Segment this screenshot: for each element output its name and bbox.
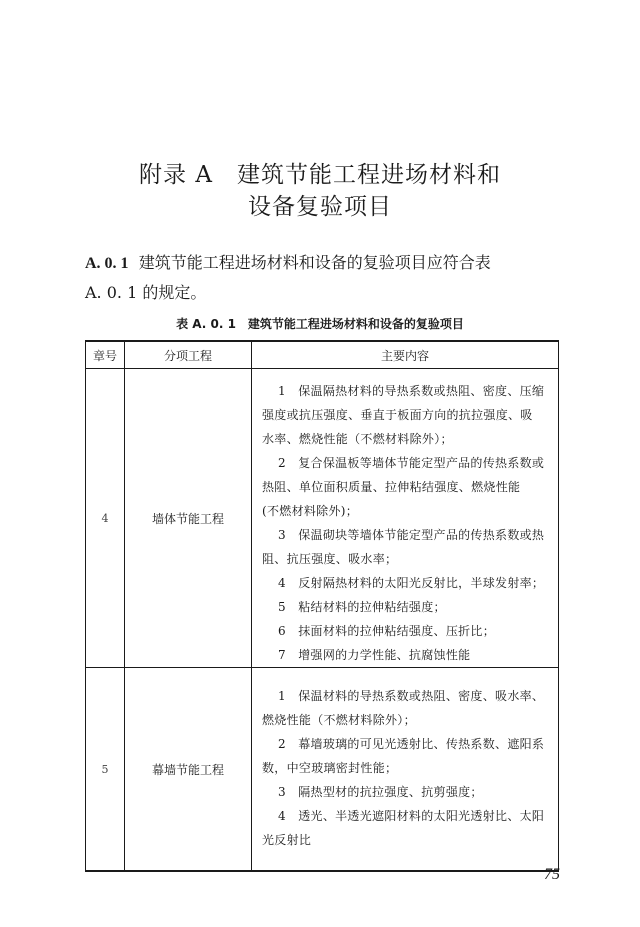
content-line: 2 复合保温板等墙体节能定型产品的传热系数或 <box>278 456 545 470</box>
row-subitem: 墙体节能工程 <box>125 369 252 668</box>
content-line: 4 反射隔热材料的太阳光反射比，半球发射率； <box>278 576 545 590</box>
content-line: 数，中空玻璃密封性能； <box>262 761 398 775</box>
content-line: 燃烧性能（不燃材料除外）； <box>262 713 416 727</box>
content-line: 2 幕墙玻璃的可见光透射比、传热系数、遮阳系 <box>278 737 545 751</box>
content-line: 水率、燃烧性能（不燃材料除外）； <box>262 432 453 446</box>
row-chapter: 5 <box>86 668 125 872</box>
clause-number: A. 0. 1 <box>85 255 129 272</box>
review-items-table <box>85 340 559 872</box>
header-content: 主要内容 <box>252 341 559 369</box>
content-line: (不燃材料除外)； <box>262 504 359 518</box>
appendix-title-line1: 附录 A 建筑节能工程进场材料和 <box>139 162 501 188</box>
table-row <box>86 668 559 872</box>
row-content <box>252 668 559 872</box>
table-header-row <box>86 341 559 369</box>
content-line: 5 粘结材料的拉伸粘结强度； <box>278 600 446 614</box>
content-line: 光反射比 <box>262 833 312 847</box>
content-line: 阻、抗压强度、吸水率； <box>262 552 398 566</box>
content-line: 热阻、单位面积质量、拉伸粘结强度、燃烧性能 <box>262 480 521 494</box>
appendix-title-line2: 设备复验项目 <box>248 194 392 220</box>
clause-paragraph-line1 <box>85 248 560 279</box>
header-subitem: 分项工程 <box>125 341 252 369</box>
content-line: 3 隔热型材的抗拉强度、抗剪强度； <box>278 785 483 799</box>
content-line: 4 透光、半透光遮阳材料的太阳光透射比、太阳 <box>278 809 545 823</box>
content-line: 1 保温材料的导热系数或热阻、密度、吸水率、 <box>278 689 545 703</box>
table-row <box>86 369 559 668</box>
header-chapter: 章号 <box>86 341 125 369</box>
content-line: 3 保温砌块等墙体节能定型产品的传热系数或热 <box>278 528 545 542</box>
content-line: 6 抹面材料的拉伸粘结强度、压折比； <box>278 624 496 638</box>
content-line: 1 保温隔热材料的导热系数或热阻、密度、压缩 <box>278 384 545 398</box>
row-subitem: 幕墙节能工程 <box>125 668 252 872</box>
clause-paragraph-line2: A. 0. 1 的规定。 <box>85 283 207 302</box>
table-caption: 表 A. 0. 1 建筑节能工程进场材料和设备的复验项目 <box>176 317 464 331</box>
row-content <box>252 369 559 668</box>
content-line: 强度或抗压强度、垂直于板面方向的抗拉强度、吸 <box>262 408 533 422</box>
content-line: 7 增强网的力学性能、抗腐蚀性能 <box>278 648 471 662</box>
clause-text-1: 建筑节能工程进场材料和设备的复验项目应符合表 <box>138 253 491 272</box>
page-number: 75 <box>544 866 560 883</box>
row-chapter: 4 <box>86 369 125 668</box>
